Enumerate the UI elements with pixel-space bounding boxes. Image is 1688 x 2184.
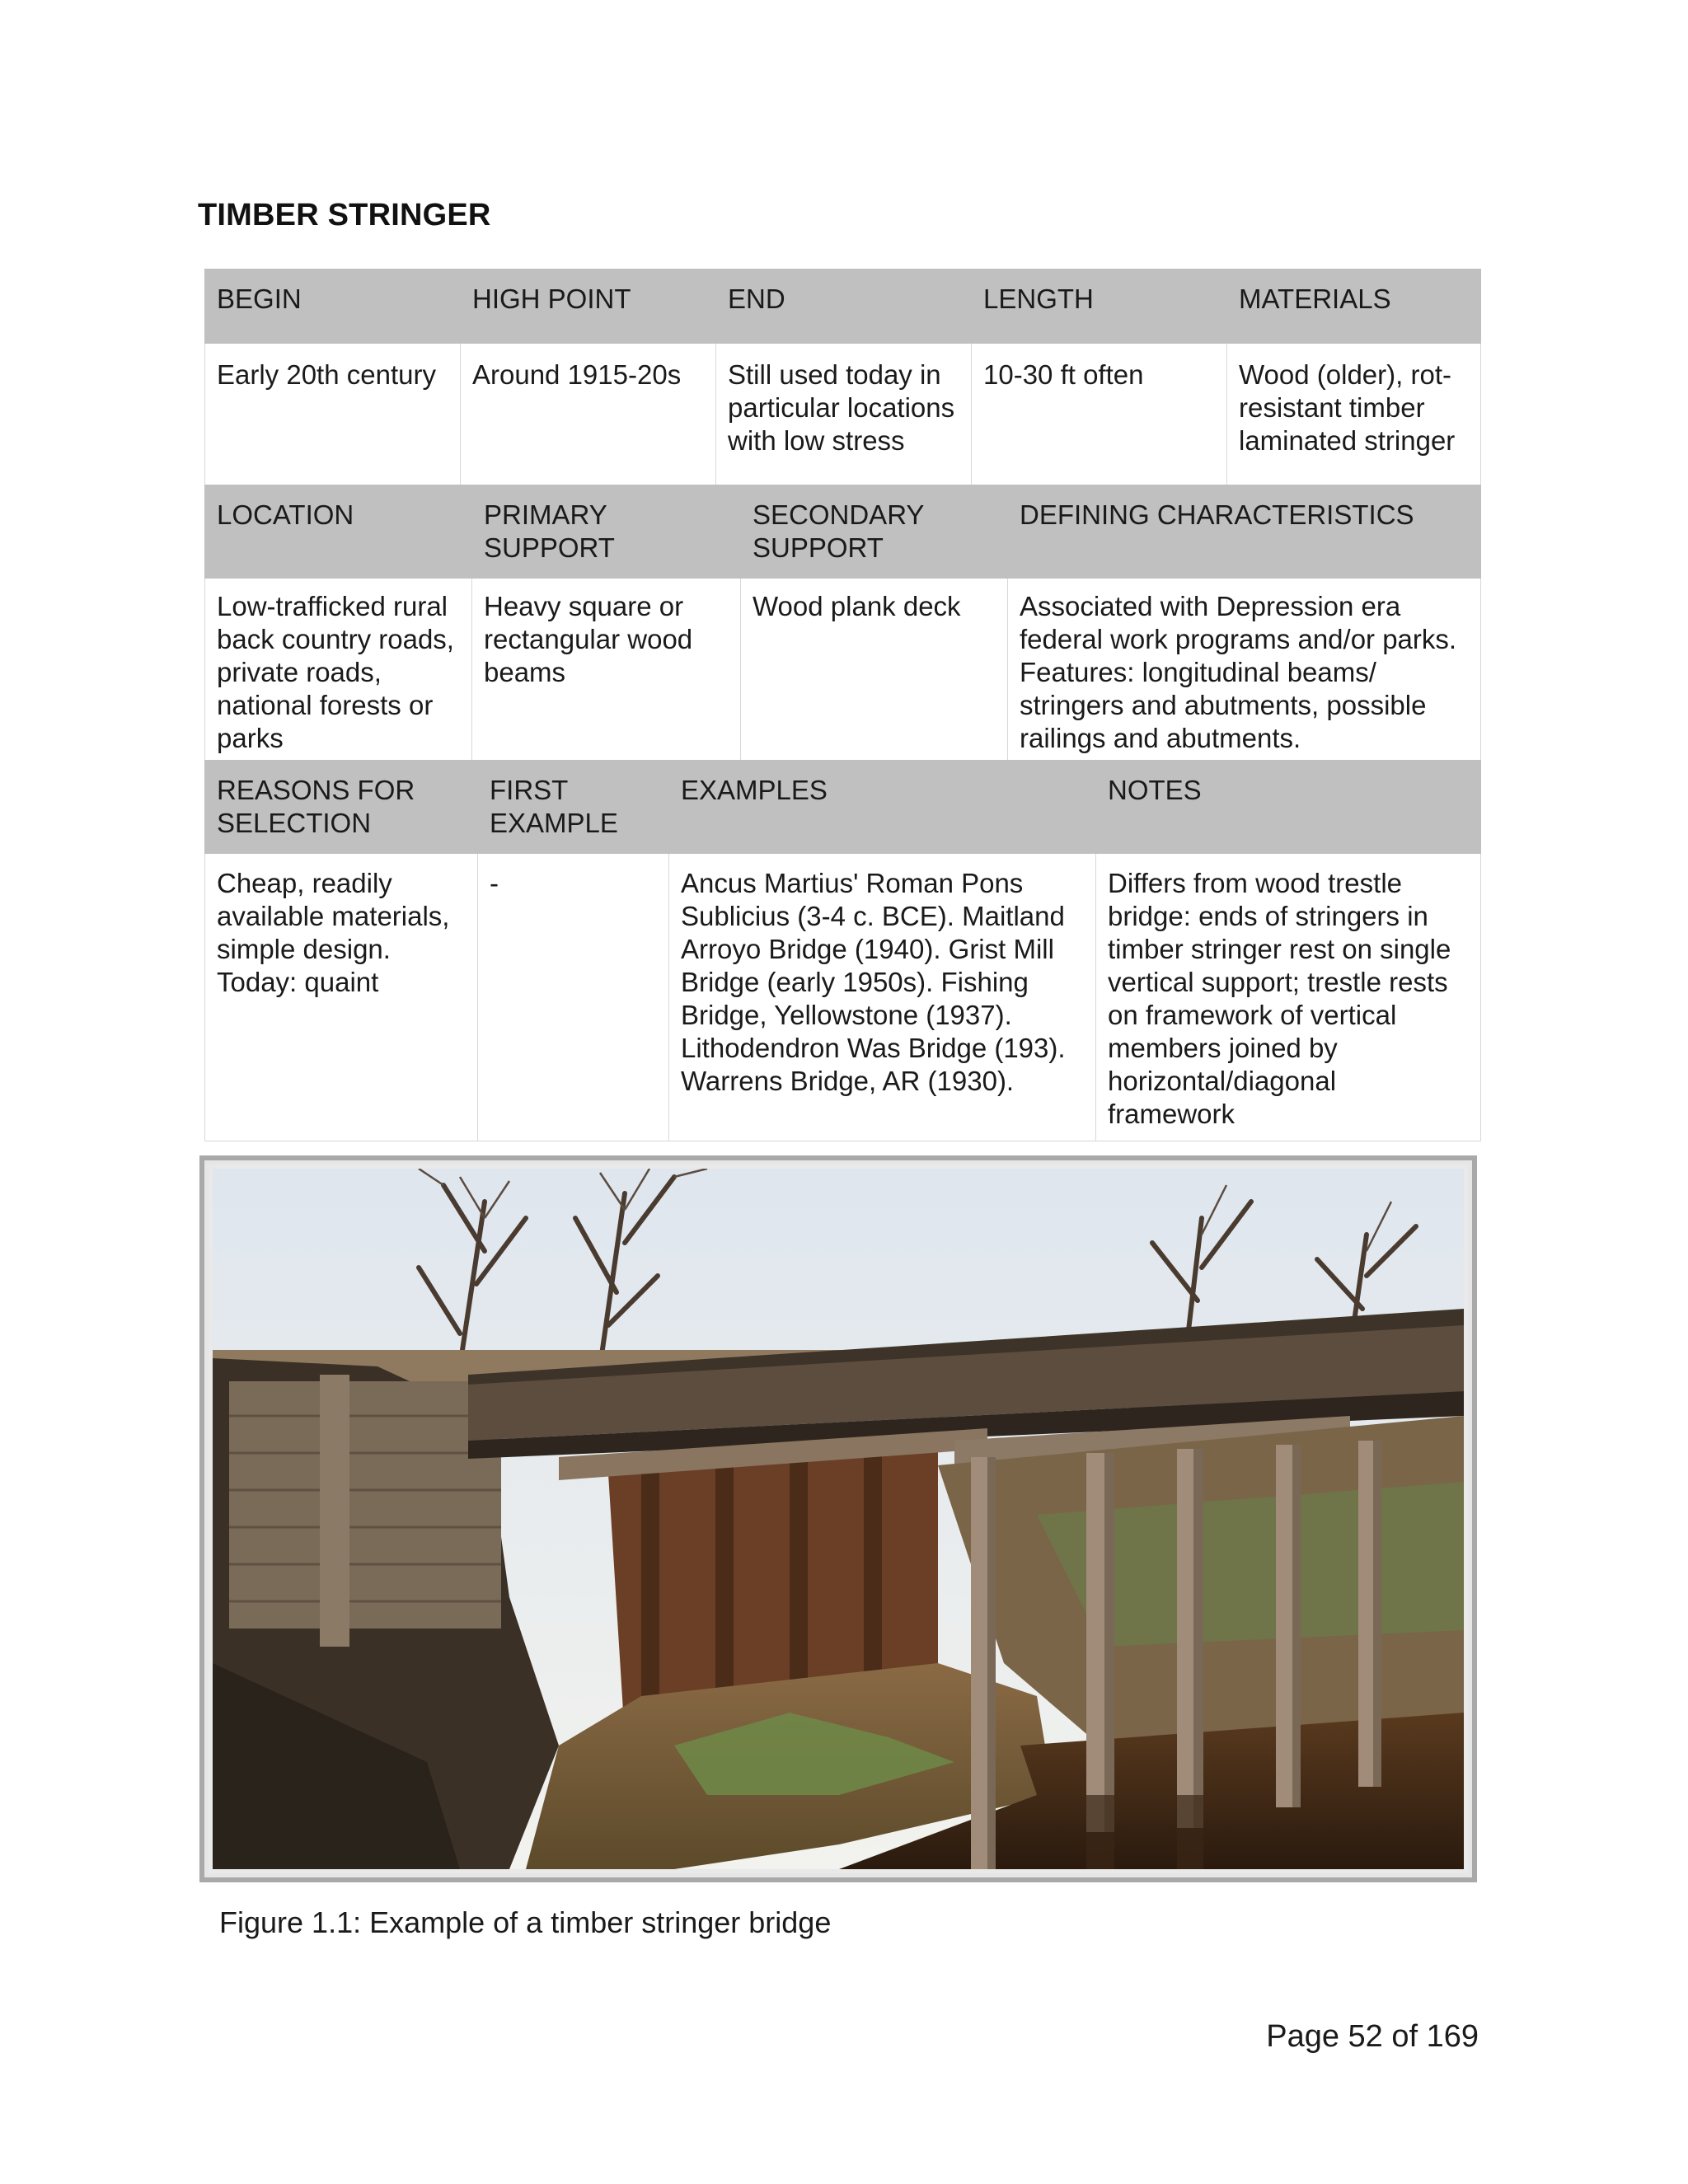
cell-defining-characteristics: Associated with Depression era federal work programs and/or parks. Features: longitudinal beams/ stringers and abutments, possible railings and abutments.: [1008, 579, 1481, 761]
page-title: TIMBER STRINGER: [198, 198, 491, 232]
overview-table: [204, 269, 1481, 493]
bridge-photo: [199, 1155, 1477, 1882]
header-notes: NOTES: [1096, 761, 1481, 854]
cell-materials: Wood (older), rot-resistant timber laminated stringer: [1227, 344, 1481, 493]
header-location: LOCATION: [205, 485, 472, 579]
header-secondary-support: SECONDARY SUPPORT: [741, 485, 1008, 579]
header-length: LENGTH: [972, 269, 1227, 344]
table-header-row: [205, 485, 1481, 579]
cell-high-point: Around 1915-20s: [461, 344, 716, 493]
table-row: [205, 854, 1481, 1141]
cell-end: Still used today in particular locations with low stress: [716, 344, 972, 493]
characteristics-table: [204, 485, 1481, 761]
header-first-example: FIRST EXAMPLE: [478, 761, 669, 854]
cell-reasons-for-selection: Cheap, readily available materials, simple design. Today: quaint: [205, 854, 478, 1141]
cell-notes: Differs from wood trestle bridge: ends of stringers in timber stringer rest on single vertical support; trestle rests on framework of vertical members joined by horizontal/diagonal framework: [1096, 854, 1481, 1141]
cell-location: Low-trafficked rural back country roads, private roads, national forests or parks: [205, 579, 472, 761]
cell-first-example: -: [478, 854, 669, 1141]
header-begin: BEGIN: [205, 269, 461, 344]
bridge-illustration: [213, 1169, 1464, 1869]
page-number: Page 52 of 169: [1266, 2019, 1479, 2054]
cell-begin: Early 20th century: [205, 344, 461, 493]
header-examples: EXAMPLES: [669, 761, 1096, 854]
cell-secondary-support: Wood plank deck: [741, 579, 1008, 761]
selection-table: [204, 760, 1481, 1141]
header-end: END: [716, 269, 972, 344]
cell-length: 10-30 ft often: [972, 344, 1227, 493]
cell-primary-support: Heavy square or rectangular wood beams: [472, 579, 741, 761]
figure-caption: Figure 1.1: Example of a timber stringer bridge: [219, 1905, 832, 1939]
cell-examples: Ancus Martius' Roman Pons Sublicius (3-4 c. BCE). Maitland Arroyo Bridge (1940). Grist Mill Bridge (early 1950s). Fishing Bridge, Yellowstone (1937). Lithodendron Was Bridge (193). Warrens Bridge, AR (1930).: [669, 854, 1096, 1141]
table-header-row: [205, 269, 1481, 344]
table-row: [205, 344, 1481, 493]
header-primary-support: PRIMARY SUPPORT: [472, 485, 741, 579]
header-reasons-for-selection: REASONS FOR SELECTION: [205, 761, 478, 854]
header-high-point: HIGH POINT: [461, 269, 716, 344]
table-header-row: [205, 761, 1481, 854]
header-materials: MATERIALS: [1227, 269, 1481, 344]
table-row: [205, 579, 1481, 761]
header-defining-characteristics: DEFINING CHARACTERISTICS: [1008, 485, 1481, 579]
